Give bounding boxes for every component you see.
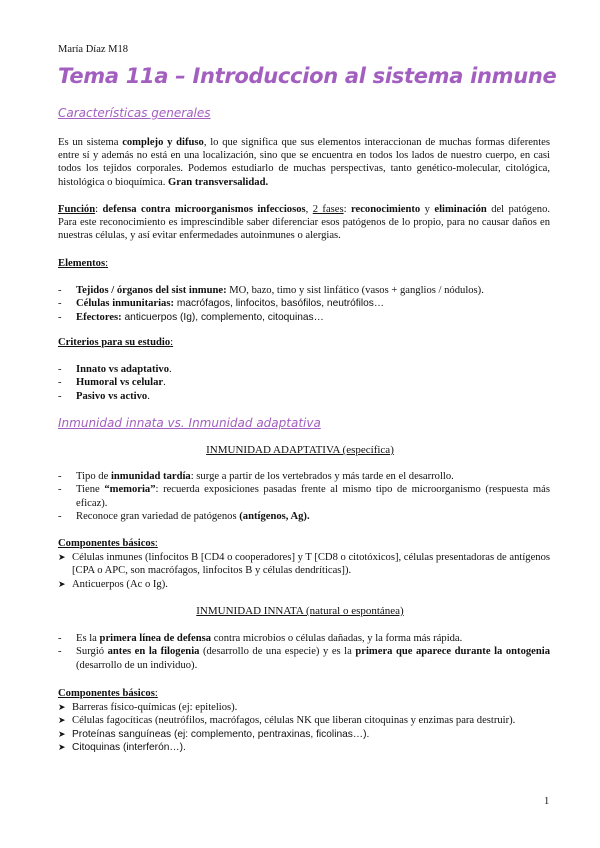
arrow-bullet-icon: ➤ — [58, 578, 66, 589]
list-item: - Efectores: anticuerpos (Ig), complemento, citoquinas… — [58, 311, 324, 323]
list-item: - Pasivo vs activo. — [58, 390, 150, 402]
list-item: ➤ Citoquinas (interferón…). — [58, 741, 186, 753]
list-item: - Tipo de inmunidad tardía: surge a partir de los vertebrados y más tarde en el desarrollo. — [58, 471, 454, 482]
arrow-bullet-icon: ➤ — [58, 715, 66, 726]
arrow-bullet-icon: ➤ — [58, 741, 66, 752]
list-item: - Es la primera línea de defensa contra microbios o células dañadas, y la forma más rápida. — [58, 633, 463, 644]
innata-list — [58, 632, 550, 672]
list-item: - Surgió antes en la filogenia (desarrollo de una especie) y es la primera que aparece durante la ontogenia (desarrollo de un individuo). — [58, 646, 550, 671]
adaptativa-heading: INMUNIDAD ADAPTATIVA (específica) — [206, 444, 394, 456]
elementos-list — [58, 284, 550, 324]
funcion-label: Función — [58, 204, 96, 215]
list-item: - Humoral vs celular. — [58, 377, 166, 389]
arrow-bullet-icon: ➤ — [58, 552, 66, 562]
innata-componentes-list — [58, 701, 550, 754]
page-number: 1 — [544, 796, 550, 807]
list-item: ➤ Barreras físico-químicas (ej: epitelios). — [58, 702, 238, 713]
adaptativa-list — [58, 470, 550, 523]
elementos-label: Elementos: — [58, 258, 109, 269]
innata-componentes-label: Componentes básicos: — [58, 688, 158, 699]
list-item: - Innato vs adaptativo. — [58, 364, 172, 375]
arrow-bullet-icon: ➤ — [58, 728, 66, 739]
list-item: ➤ Células fagocíticas (neutrófilos, macrófagos, células NK que liberan citoquinas y enzimas para destruir). — [58, 715, 516, 727]
list-item: - Tiene “memoria”: recuerda exposiciones pasadas frente al mismo tipo de microorganismo (respuesta más eficaz). — [58, 484, 550, 509]
page-title: Tema 11a – Introduccion al sistema inmune — [58, 64, 557, 88]
arrow-bullet-icon: ➤ — [58, 702, 66, 712]
adaptativa-componentes-label: Componentes básicos: — [58, 538, 158, 549]
section-heading-caracteristicas: Características generales — [58, 106, 211, 120]
list-item: ➤ Proteínas sanguíneas (ej: complemento, pentraxinas, ficolinas…). — [58, 728, 370, 740]
funcion-paragraph: Función: defensa contra microorganismos infecciosos, 2 fases: reconocimiento y eliminación del patógeno. Para este reconocimiento es imprescindible saber diferenciar esos patógenos de lo propio, para no causar daños en nuestras células, y así evitar enfermedades autoinmunes o alergias. — [58, 204, 551, 242]
list-item: - Células inmunitarias: macrófagos, linfocitos, basófilos, neutrófilos… — [58, 298, 385, 310]
list-item: - Reconoce gran variedad de patógenos (antígenos, Ag). — [58, 510, 310, 522]
author-header: María Díaz M18 — [58, 44, 128, 55]
list-item: - Tejidos / órganos del sist inmune: MO, bazo, timo y sist linfático (vasos + ganglios / nódulos). — [58, 285, 484, 296]
list-item: ➤ Células inmunes (linfocitos B [CD4 o cooperadores] y T [CD8 o citotóxicos], células presentadoras de antígenos [CPA o APC, son macrófagos, linfocitos B y células dendríticas]). — [58, 552, 550, 577]
criterios-list — [58, 363, 550, 403]
criterios-label: Criterios para su estudio: — [58, 337, 174, 348]
innata-heading: INMUNIDAD INNATA (natural o espontánea) — [196, 605, 404, 617]
intro-paragraph: Es un sistema complejo y difuso, lo que significa que sus elementos interaccionan de muchas formas diferentes entre sí y además no está en una localización, sino que se encuentra en todos los lados de nuestro cuerpo, en casi todos los tejidos corporales. Podemos estudiarlo de muchas perspectivas, tanto genético-molecular, citológica, histológica o bioquímica. Gran transversalidad. — [58, 137, 550, 188]
adaptativa-componentes-list — [58, 551, 550, 591]
list-item: ➤ Anticuerpos (Ac o Ig). — [58, 578, 168, 590]
section-heading-inmunidad: Inmunidad innata vs. Inmunidad adaptativa — [58, 416, 321, 430]
